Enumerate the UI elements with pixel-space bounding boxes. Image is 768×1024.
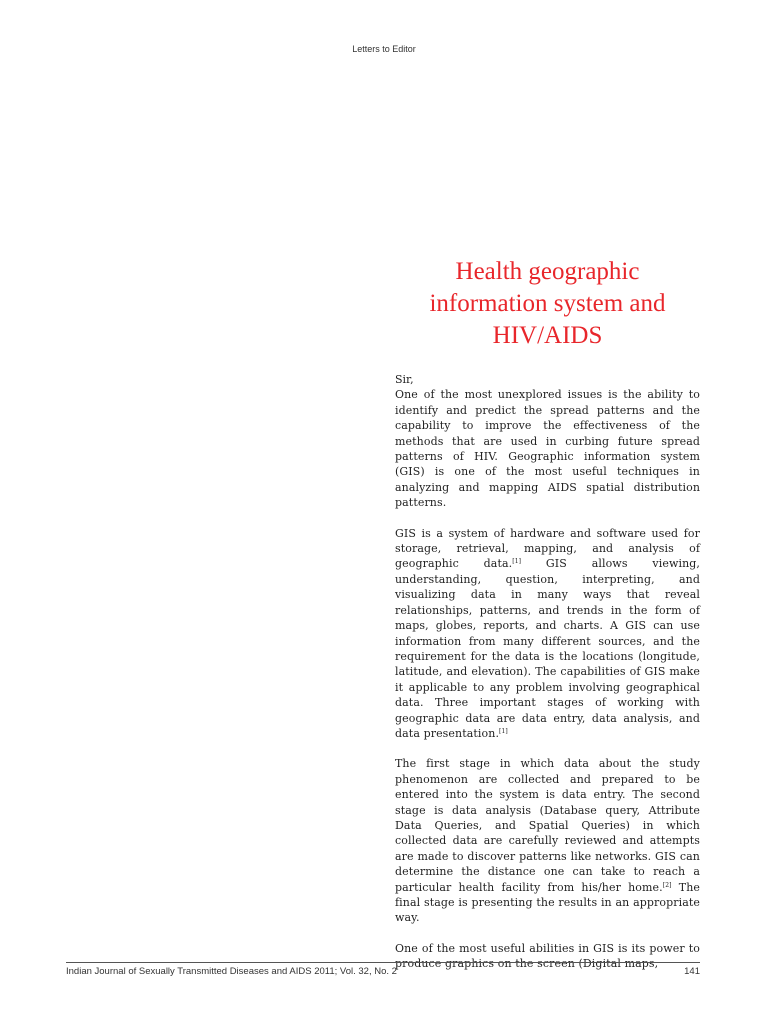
paragraph-text: The first stage in which data about the study phenomenon are collected and prepared to be entered into the system is data entry. The second stage is data analysis (Database query, Attribute Data Queries, and Spatial Queries) in which collected data are carefully reviewed and attempts are made to discover patterns like networks. GIS can determine the distance one can take to reach a particular health facility from his/her home.: [395, 757, 700, 894]
body-paragraph: [395, 941, 700, 972]
article-body: [395, 387, 700, 971]
paragraph-text: One of the most unexplored issues is the ability to identify and predict the spread patterns and the capability to improve the effectiveness of the methods that are used in curbing future spread patterns of HIV. Geographic information system (GIS) is one of the most useful techniques in analyzing and mapping AIDS spatial distribution patterns.: [395, 388, 700, 510]
footer-rule: [66, 962, 700, 963]
body-paragraph: [395, 526, 700, 742]
paragraph-text: One of the most useful abilities in GIS is its power to produce graphics on the screen (Digital maps,: [395, 941, 700, 971]
salutation: Sir,: [395, 373, 414, 386]
running-head: Letters to Editor: [352, 44, 416, 54]
page-number: 141: [684, 966, 700, 977]
body-paragraph: [395, 756, 700, 925]
journal-citation: Indian Journal of Sexually Transmitted Diseases and AIDS 2011; Vol. 32, No. 2: [66, 966, 397, 977]
paragraph-text: The final stage is presenting the results in an appropriate way.: [395, 880, 700, 925]
article-title: Health geographic information system and HIV/AIDS: [429, 258, 666, 349]
citation-marker: [2]: [662, 881, 672, 889]
article: [395, 256, 700, 987]
citation-marker: [1]: [512, 558, 522, 566]
paragraph-text: GIS is a system of hardware and software used for storage, retrieval, mapping, and analysis of geographic data.: [395, 526, 700, 571]
paragraph-text: GIS allows viewing, understanding, question, interpreting, and visualizing data in many ways that reveal relationships, patterns, and trends in the form of maps, globes, reports, and charts. A GIS can use information from many different sources, and the requirement for the data is the locations (longitude, latitude, and elevation). The capabilities of GIS make it applicable to any problem involving geographical data. Three important stages of working with geographic data are data entry, data analysis, and data presentation.: [395, 557, 700, 740]
citation-marker: [1]: [499, 727, 508, 735]
body-paragraph: [395, 387, 700, 510]
